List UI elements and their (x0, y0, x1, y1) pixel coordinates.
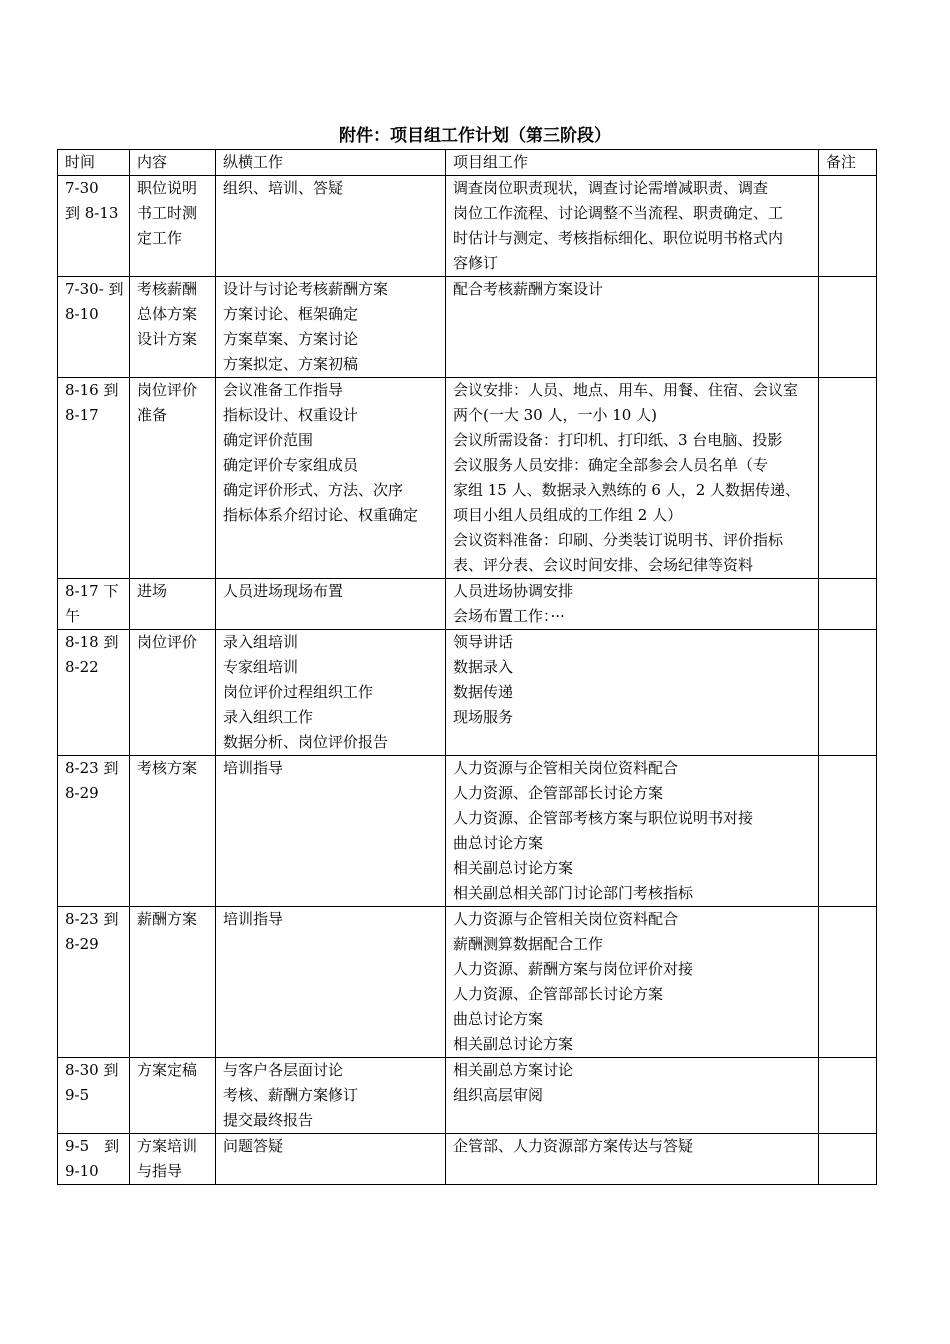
cell-project-work (446, 630, 819, 756)
cell-content-line: 总体方案 (137, 305, 198, 323)
cell-project-work-line: 人力资源、企管部部长讨论方案 (453, 985, 664, 1003)
cell-project-work-line: 会场布置工作：··· (453, 607, 565, 625)
cell-zongheng-work-line: 确定评价形式、方法、次序 (223, 481, 404, 499)
cell-project-work-line: 容修订 (453, 254, 499, 272)
cell-zongheng-work (216, 378, 446, 579)
cell-project-work-line: 人力资源、企管部部长讨论方案 (453, 784, 664, 802)
cell-zongheng-work-line: 培训指导 (223, 910, 284, 928)
cell-zongheng-work-line: 与客户各层面讨论 (223, 1061, 344, 1079)
cell-zongheng-work (216, 176, 446, 277)
cell-content-line: 与指导 (137, 1162, 183, 1180)
cell-project-work-line: 领导讲话 (453, 633, 514, 651)
cell-project-work-line: 组织高层审阅 (453, 1086, 544, 1104)
cell-time-line: 8-29 (65, 935, 99, 953)
cell-project-work-line: 相关副总讨论方案 (453, 859, 574, 877)
table-row (58, 1058, 877, 1134)
cell-project-work (446, 176, 819, 277)
cell-time (58, 1058, 130, 1134)
cell-zongheng-work-line: 录入组织工作 (223, 708, 314, 726)
cell-project-work-line: 曲总讨论方案 (453, 834, 544, 852)
cell-content-line: 考核方案 (137, 759, 198, 777)
cell-zongheng-work-line: 方案讨论、框架确定 (223, 305, 359, 323)
cell-time (58, 756, 130, 907)
table-row (58, 907, 877, 1058)
cell-time (58, 907, 130, 1058)
cell-project-work-line: 调查岗位职责现状，调查讨论需增减职责、调查 (453, 179, 769, 197)
cell-time (58, 1134, 130, 1185)
header-time: 时间 (58, 150, 130, 176)
table-header-row (58, 150, 877, 176)
cell-time (58, 176, 130, 277)
cell-note (819, 630, 877, 756)
cell-project-work-line: 薪酬测算数据配合工作 (453, 935, 604, 953)
cell-note (819, 756, 877, 907)
cell-note (819, 176, 877, 277)
cell-content-line: 岗位评价 (137, 633, 198, 651)
cell-project-work (446, 579, 819, 630)
cell-project-work (446, 1058, 819, 1134)
cell-time (58, 378, 130, 579)
cell-zongheng-work-line: 考核、薪酬方案修订 (223, 1086, 359, 1104)
cell-zongheng-work (216, 630, 446, 756)
cell-time-line: 8-17 (65, 406, 99, 424)
cell-project-work-line: 会议安排：人员、地点、用车、用餐、住宿、会议室 (453, 381, 799, 399)
cell-time-line: 到 8-13 (65, 204, 119, 222)
cell-time-line: 8-23 到 (65, 910, 119, 928)
cell-project-work-line: 会议资料准备：印刷、分类装订说明书、评价指标 (453, 531, 784, 549)
cell-content-line: 准备 (137, 406, 168, 424)
header-zongheng-work: 纵横工作 (216, 150, 446, 176)
cell-project-work-line: 现场服务 (453, 708, 514, 726)
cell-time-line: 8-29 (65, 784, 99, 802)
cell-time-line: 8-30 到 (65, 1061, 119, 1079)
cell-time-line: 8-22 (65, 658, 99, 676)
cell-content (130, 907, 216, 1058)
work-plan-table (57, 149, 877, 1185)
cell-time (58, 630, 130, 756)
cell-time-line: 8-17 下 (65, 582, 119, 600)
cell-time-line: 9-5 到 (65, 1137, 120, 1155)
cell-zongheng-work-line: 专家组培训 (223, 658, 299, 676)
cell-project-work-line: 人力资源与企管相关岗位资料配合 (453, 759, 679, 777)
cell-zongheng-work-line: 录入组培训 (223, 633, 299, 651)
cell-time-line: 9-5 (65, 1086, 90, 1104)
cell-time-line: 8-18 到 (65, 633, 119, 651)
cell-project-work-line: 会议服务人员安排：确定全部参会人员名单（专 (453, 456, 769, 474)
cell-project-work-line: 人员进场协调安排 (453, 582, 574, 600)
cell-zongheng-work (216, 1134, 446, 1185)
cell-time-line: 8-16 到 (65, 381, 119, 399)
cell-content-line: 岗位评价 (137, 381, 198, 399)
cell-time-line: 8-10 (65, 305, 99, 323)
cell-project-work-line: 表、评分表、会议时间安排、会场纪律等资料 (453, 556, 754, 574)
cell-zongheng-work (216, 1058, 446, 1134)
cell-zongheng-work-line: 确定评价专家组成员 (223, 456, 359, 474)
cell-project-work-line: 人力资源、薪酬方案与岗位评价对接 (453, 960, 694, 978)
table-row (58, 378, 877, 579)
cell-project-work-line: 项目小组人员组成的工作组 2 人） (453, 506, 683, 524)
cell-zongheng-work-line: 指标体系介绍讨论、权重确定 (223, 506, 419, 524)
table-row (58, 579, 877, 630)
cell-zongheng-work-line: 确定评价范围 (223, 431, 314, 449)
cell-zongheng-work-line: 会议准备工作指导 (223, 381, 344, 399)
cell-content-line: 定工作 (137, 229, 183, 247)
cell-project-work-line: 相关副总相关部门讨论部门考核指标 (453, 884, 694, 902)
document-title: 附件：项目组工作计划（第三阶段） (339, 126, 611, 146)
cell-project-work-line: 数据录入 (453, 658, 514, 676)
cell-content (130, 176, 216, 277)
cell-content (130, 277, 216, 378)
header-content: 内容 (130, 150, 216, 176)
cell-content-line: 考核薪酬 (137, 280, 198, 298)
header-project-work: 项目组工作 (446, 150, 819, 176)
cell-project-work-line: 岗位工作流程、讨论调整不当流程、职责确定、工 (453, 204, 784, 222)
cell-content (130, 1134, 216, 1185)
cell-zongheng-work-line: 问题答疑 (223, 1137, 284, 1155)
cell-time-line: 9-10 (65, 1162, 99, 1180)
cell-zongheng-work (216, 907, 446, 1058)
cell-time (58, 579, 130, 630)
cell-content (130, 630, 216, 756)
table-row (58, 1134, 877, 1185)
cell-zongheng-work-line: 培训指导 (223, 759, 284, 777)
cell-zongheng-work-line: 设计与讨论考核薪酬方案 (223, 280, 389, 298)
cell-zongheng-work-line: 数据分析、岗位评价报告 (223, 733, 389, 751)
cell-zongheng-work-line: 组织、培训、答疑 (223, 179, 344, 197)
table-body (58, 176, 877, 1185)
table-row (58, 277, 877, 378)
cell-project-work-line: 两个(一大 30 人，一小 10 人) (453, 406, 657, 424)
cell-content-line: 书工时测 (137, 204, 198, 222)
cell-project-work-line: 曲总讨论方案 (453, 1010, 544, 1028)
cell-time-line: 8-23 到 (65, 759, 119, 777)
cell-project-work (446, 1134, 819, 1185)
cell-zongheng-work-line: 岗位评价过程组织工作 (223, 683, 374, 701)
cell-project-work-line: 企管部、人力资源部方案传达与答疑 (453, 1137, 694, 1155)
cell-zongheng-work (216, 277, 446, 378)
cell-time-line: 午 (65, 607, 81, 625)
cell-note (819, 1058, 877, 1134)
cell-zongheng-work-line: 指标设计、权重设计 (223, 406, 359, 424)
cell-content (130, 378, 216, 579)
cell-project-work (446, 907, 819, 1058)
cell-content-line: 设计方案 (137, 330, 198, 348)
cell-note (819, 277, 877, 378)
cell-note (819, 1134, 877, 1185)
cell-note (819, 907, 877, 1058)
cell-note (819, 378, 877, 579)
cell-project-work-line: 会议所需设备：打印机、打印纸、3 台电脑、投影 (453, 431, 783, 449)
table-row (58, 176, 877, 277)
cell-zongheng-work-line: 提交最终报告 (223, 1111, 314, 1129)
cell-project-work-line: 相关副总讨论方案 (453, 1035, 574, 1053)
cell-content (130, 756, 216, 907)
cell-content (130, 579, 216, 630)
header-note: 备注 (819, 150, 877, 176)
cell-zongheng-work-line: 方案拟定、方案初稿 (223, 355, 359, 373)
cell-project-work-line: 相关副总方案讨论 (453, 1061, 574, 1079)
cell-project-work-line: 配合考核薪酬方案设计 (453, 280, 604, 298)
cell-zongheng-work-line: 人员进场现场布置 (223, 582, 344, 600)
cell-content-line: 进场 (137, 582, 168, 600)
cell-project-work-line: 时估计与测定、考核指标细化、职位说明书格式内 (453, 229, 784, 247)
cell-time-line: 7-30 (65, 179, 99, 197)
cell-project-work-line: 家组 15 人、数据录入熟练的 6 人，2 人数据传递、 (453, 481, 801, 499)
cell-content-line: 方案培训 (137, 1137, 198, 1155)
cell-project-work (446, 277, 819, 378)
table-row (58, 756, 877, 907)
cell-content-line: 方案定稿 (137, 1061, 198, 1079)
cell-note (819, 579, 877, 630)
cell-time (58, 277, 130, 378)
cell-project-work-line: 人力资源、企管部考核方案与职位说明书对接 (453, 809, 754, 827)
cell-project-work-line: 数据传递 (453, 683, 514, 701)
cell-project-work (446, 378, 819, 579)
cell-project-work-line: 人力资源与企管相关岗位资料配合 (453, 910, 679, 928)
cell-content-line: 职位说明 (137, 179, 198, 197)
cell-content-line: 薪酬方案 (137, 910, 198, 928)
cell-zongheng-work (216, 756, 446, 907)
cell-content (130, 1058, 216, 1134)
cell-project-work (446, 756, 819, 907)
cell-zongheng-work (216, 579, 446, 630)
table-row (58, 630, 877, 756)
cell-zongheng-work-line: 方案草案、方案讨论 (223, 330, 359, 348)
cell-time-line: 7-30- 到 (65, 280, 124, 298)
